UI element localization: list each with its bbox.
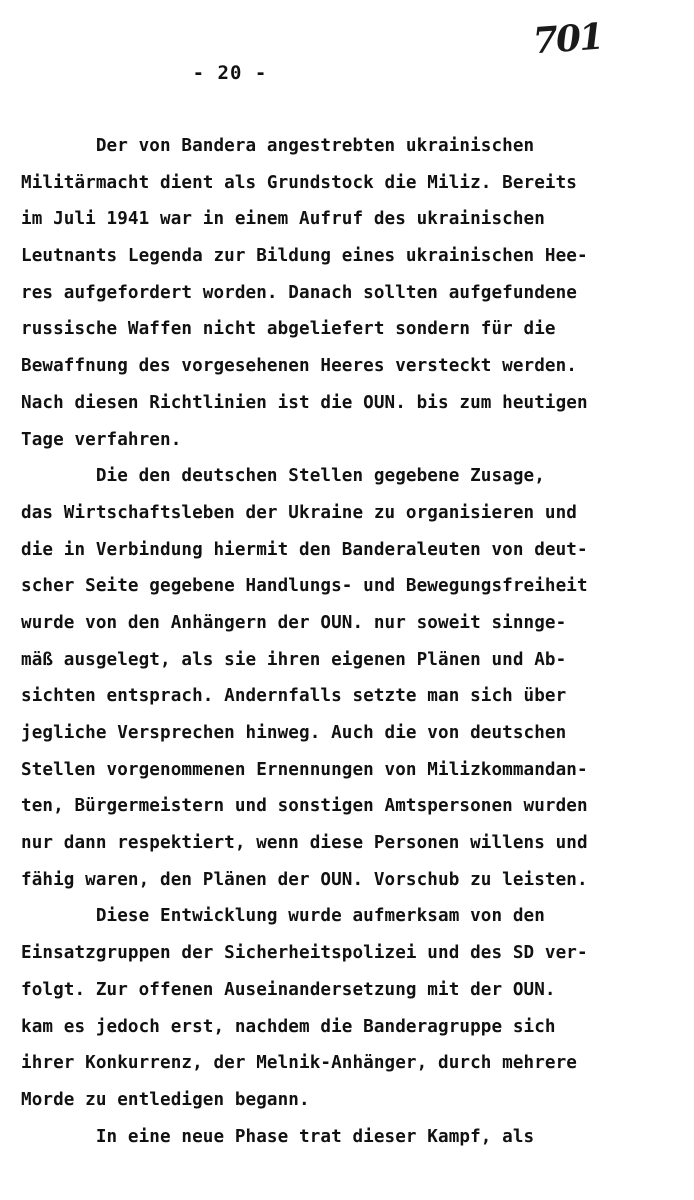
text-line: die in Verbindung hiermit den Banderaleuten von deut- bbox=[21, 539, 588, 560]
text-line: Stellen vorgenommenen Ernennungen von Milizkommandan- bbox=[21, 759, 588, 780]
text-line: Bewaffnung des vorgesehenen Heeres versteckt werden. bbox=[21, 356, 578, 377]
text-line: scher Seite gegebene Handlungs- und Bewegungsfreiheit bbox=[21, 576, 588, 597]
page-number: - 20 - bbox=[192, 62, 268, 84]
text-line: ihrer Konkurrenz, der Melnik-Anhänger, durch mehrere bbox=[21, 1053, 578, 1074]
text-line: sichten entsprach. Andernfalls setzte man sich über bbox=[21, 686, 567, 707]
text-line: In eine neue Phase trat dieser Kampf, als bbox=[21, 1126, 535, 1147]
text-line: fähig waren, den Plänen der OUN. Vorschub zu leisten. bbox=[21, 869, 588, 890]
text-line: res aufgefordert worden. Danach sollten aufgefundene bbox=[21, 282, 578, 303]
body-text bbox=[21, 128, 681, 1155]
text-line: jegliche Versprechen hinweg. Auch die von deutschen bbox=[21, 723, 567, 743]
text-line: Tage verfahren. bbox=[21, 429, 182, 450]
text-line: im Juli 1941 war in einem Aufruf des ukrainischen bbox=[21, 209, 545, 230]
text-line: Militärmacht dient als Grundstock die Miliz. Bereits bbox=[21, 172, 578, 193]
text-line: folgt. Zur offenen Auseinandersetzung mit der OUN. bbox=[21, 979, 556, 1000]
text-line: Nach diesen Richtlinien ist die OUN. bis zum heutigen bbox=[21, 392, 588, 413]
text-line: Einsatzgruppen der Sicherheitspolizei und des SD ver- bbox=[21, 943, 588, 964]
text-line: mäß ausgelegt, als sie ihren eigenen Plänen und Ab- bbox=[21, 649, 567, 670]
text-line: kam es jedoch erst, nachdem die Banderagruppe sich bbox=[21, 1016, 556, 1037]
archive-page-number: 701 bbox=[531, 15, 604, 63]
text-line: Diese Entwicklung wurde aufmerksam von den bbox=[21, 906, 545, 927]
text-line: Die den deutschen Stellen gegebene Zusage, bbox=[21, 466, 545, 487]
text-line: russische Waffen nicht abgeliefert sondern für die bbox=[21, 319, 556, 340]
text-line: Leutnants Legenda zur Bildung eines ukrainischen Hee- bbox=[21, 246, 588, 267]
text-line: ten, Bürgermeistern und sonstigen Amtspersonen wurden bbox=[21, 796, 588, 817]
text-line: Der von Bandera angestrebten ukrainischen bbox=[21, 136, 535, 156]
text-line: nur dann respektiert, wenn diese Personen willens und bbox=[21, 833, 588, 854]
text-line: wurde von den Anhängern der OUN. nur soweit sinnge- bbox=[21, 612, 567, 633]
text-line: Morde zu entledigen begann. bbox=[21, 1089, 310, 1110]
text-line: das Wirtschaftsleben der Ukraine zu organisieren und bbox=[21, 502, 578, 523]
